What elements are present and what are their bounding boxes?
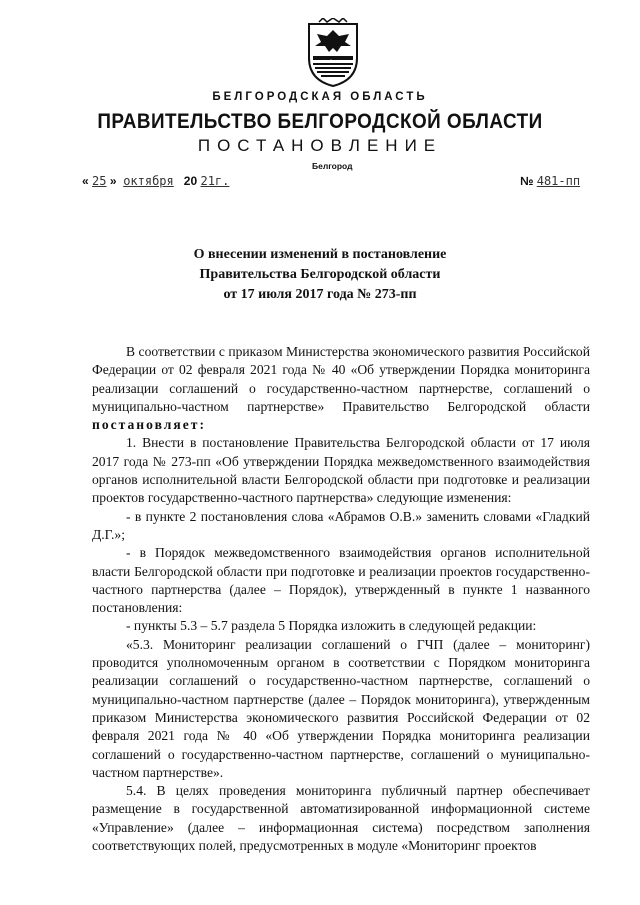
title-line-1: О внесении изменений в постановление [193, 247, 447, 262]
date-month: октября [123, 174, 174, 188]
paragraph-change-1: - в пункте 2 постановления слова «Абрамов О.В.» заменить словами «Гладкий Д.Г.»; [92, 508, 590, 542]
paragraph-change-3: - пункты 5.3 – 5.7 раздела 5 Порядка изложить в следующей редакции: [126, 618, 537, 634]
paragraph-change-2: - в Порядок межведомственного взаимодействия органов исполнительной власти Белгородской области при подготовке и реализации проектов государственно-частного партнерства (далее – Порядок), утвержденный в пункте 1 названного постановления: [92, 545, 590, 616]
number-label: № [520, 174, 534, 188]
paragraph-5-3: «5.3. Мониторинг реализации соглашений о ГЧП (далее – мониторинг) проводится уполномоченным органом в соответствии с Порядком мониторинга реализации соглашений о государственно-частном партнерстве, соглашений о муниципально-частном партнерстве (далее – Порядок мониторинга), утвержденным приказом Министерства экономического развития Российской Федерации от 02 февраля 2021 года № 40 «Об утверждении Порядка мониторинга реализации соглашений о государственно-частном партнерстве, соглашений о муниципально-частном партнерстве». [92, 636, 590, 780]
preamble-resolves: постановляет: [92, 417, 206, 433]
date-open-quote: « [82, 174, 89, 188]
date-year-suffix: 21г. [200, 174, 230, 188]
region-name: БЕЛГОРОДСКАЯ ОБЛАСТЬ [212, 91, 428, 103]
paragraph-item-1: 1. Внести в постановление Правительства Белгородской области от 17 июля 2017 года № 273-пп «Об утверждении Порядка межведомственного взаимодействия органов исполнительной власти Белгородской области при подготовке и реализации проектов государственно-частного партнерства» следующие изменения: [92, 435, 590, 506]
date-year-prefix: 20 [183, 174, 198, 188]
document-date [82, 174, 229, 188]
date-close-quote: » [109, 174, 117, 188]
number-value: 481-пп [536, 174, 581, 188]
title-line-2: Правительства Белгородской области [199, 267, 441, 282]
city-name: Белгород [312, 161, 353, 171]
government-name: ПРАВИТЕЛЬСТВО БЕЛГОРОДСКОЙ ОБЛАСТИ [97, 110, 543, 133]
date-day: 25 [92, 174, 107, 188]
title-line-3: от 17 июля 2017 года № 273-пп [223, 287, 417, 302]
coat-of-arms-emblem [303, 18, 363, 90]
document-number [520, 174, 580, 188]
document-body [92, 343, 590, 855]
document-type: ПОСТАНОВЛЕНИЕ [197, 136, 443, 155]
paragraph-preamble [92, 343, 590, 434]
document-title [0, 245, 640, 305]
preamble-text: В соответствии с приказом Министерства экономического развития Российской Федерации от 02 февраля 2021 года № 40 «Об утверждении Порядка мониторинга реализации соглашений о государственно-частном партнерстве, соглашений о муниципально-частном партнерстве» Правительство Белгородской области [92, 344, 590, 414]
paragraph-5-4: 5.4. В целях проведения мониторинга публичный партнер обеспечивает размещение в государственной автоматизированной информационной системе «Управление» (далее – информационная система) посредством заполнения соответствующих полей, предусмотренных в модуле «Мониторинг проектов [92, 783, 590, 854]
